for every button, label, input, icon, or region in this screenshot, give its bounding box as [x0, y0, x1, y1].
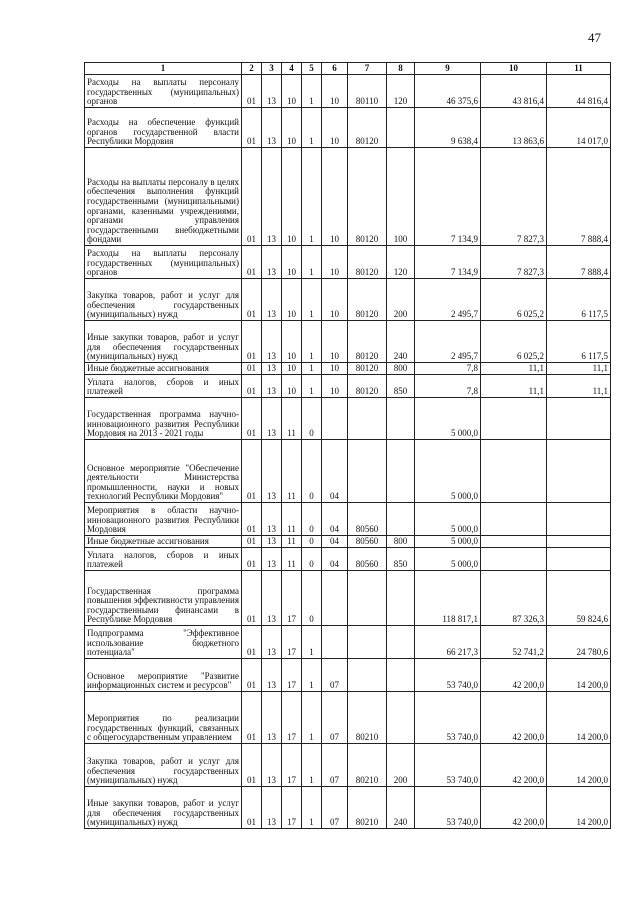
subprogram-code-cell: 1 [302, 321, 322, 363]
section-code-cell: 01 [242, 536, 262, 548]
direction-code-cell [348, 659, 387, 692]
amount-year2-cell: 7 827,3 [481, 148, 547, 246]
activity-code-cell: 10 [322, 148, 348, 246]
direction-code-cell: 80120 [348, 363, 387, 375]
subprogram-code-cell: 0 [302, 398, 322, 440]
table-row [85, 548, 611, 571]
program-code-cell: 17 [282, 626, 302, 659]
subsection-code-cell: 13 [262, 503, 282, 536]
row-name-cell: Закупка товаров, работ и услуг для обеспечения государственных (муниципальных) нужд [85, 744, 242, 787]
expense-type-cell: 200 [387, 744, 415, 787]
table-row [85, 440, 611, 503]
direction-code-cell: 80210 [348, 692, 387, 744]
amount-year2-cell: 87 326,3 [481, 571, 547, 626]
table-row [85, 246, 611, 279]
program-code-cell: 17 [282, 744, 302, 787]
table-row [85, 536, 611, 548]
amount-year3-cell: 14 017,0 [547, 108, 611, 148]
subsection-code-cell: 13 [262, 440, 282, 503]
amount-year1-cell: 5 000,0 [415, 503, 481, 536]
expense-type-cell: 240 [387, 321, 415, 363]
section-code-cell: 01 [242, 398, 262, 440]
activity-code-cell: 04 [322, 536, 348, 548]
row-name-cell: Подпрограмма "Эффективное использование бюджетного потенциала" [85, 626, 242, 659]
column-header: 11 [547, 63, 611, 75]
row-name-cell: Мероприятия в области научно-инновационного развития Республики Мордовия [85, 503, 242, 536]
table-row [85, 398, 611, 440]
section-code-cell: 01 [242, 108, 262, 148]
activity-code-cell: 10 [322, 108, 348, 148]
column-header: 1 [85, 63, 242, 75]
amount-year3-cell: 11,1 [547, 375, 611, 398]
expense-type-cell: 850 [387, 375, 415, 398]
row-name-cell: Иные бюджетные ассигнования [85, 363, 242, 375]
amount-year2-cell [481, 536, 547, 548]
amount-year1-cell: 7 134,9 [415, 246, 481, 279]
amount-year1-cell: 2 495,7 [415, 321, 481, 363]
subsection-code-cell: 13 [262, 246, 282, 279]
subprogram-code-cell: 0 [302, 503, 322, 536]
program-code-cell: 10 [282, 375, 302, 398]
amount-year2-cell: 52 741,2 [481, 626, 547, 659]
subprogram-code-cell: 1 [302, 148, 322, 246]
amount-year1-cell: 5 000,0 [415, 440, 481, 503]
amount-year1-cell: 5 000,0 [415, 548, 481, 571]
activity-code-cell: 10 [322, 279, 348, 321]
table-row [85, 659, 611, 692]
subprogram-code-cell: 0 [302, 548, 322, 571]
section-code-cell: 01 [242, 321, 262, 363]
subsection-code-cell: 13 [262, 375, 282, 398]
amount-year2-cell: 11,1 [481, 375, 547, 398]
row-name-cell: Мероприятия по реализации государственных функций, связанных с общегосударственным управлением [85, 692, 242, 744]
expense-type-cell [387, 659, 415, 692]
direction-code-cell: 80120 [348, 279, 387, 321]
amount-year3-cell: 59 824,6 [547, 571, 611, 626]
amount-year2-cell: 7 827,3 [481, 246, 547, 279]
activity-code-cell: 10 [322, 375, 348, 398]
section-code-cell: 01 [242, 148, 262, 246]
direction-code-cell [348, 626, 387, 659]
activity-code-cell: 07 [322, 787, 348, 829]
row-name-cell: Расходы на выплаты персоналу в целях обеспечения выполнения функций государственными (муниципальными) органами, казенными учреждениями, органами управления государственными внебюджетными фондами [85, 148, 242, 246]
row-name-cell: Государственная программа научно-инновационного развития Республики Мордовия на 2013 - 2021 годы [85, 398, 242, 440]
amount-year1-cell: 7,8 [415, 363, 481, 375]
amount-year2-cell: 42 200,0 [481, 787, 547, 829]
column-header: 3 [262, 63, 282, 75]
table-row [85, 787, 611, 829]
amount-year2-cell: 42 200,0 [481, 744, 547, 787]
row-name-cell: Расходы на выплаты персоналу государственных (муниципальных) органов [85, 75, 242, 108]
subprogram-code-cell: 1 [302, 626, 322, 659]
activity-code-cell [322, 626, 348, 659]
table-row [85, 744, 611, 787]
expense-type-cell: 800 [387, 536, 415, 548]
subsection-code-cell: 13 [262, 659, 282, 692]
subprogram-code-cell: 0 [302, 571, 322, 626]
program-code-cell: 17 [282, 659, 302, 692]
amount-year3-cell [547, 440, 611, 503]
direction-code-cell: 80110 [348, 75, 387, 108]
amount-year3-cell: 14 200,0 [547, 744, 611, 787]
direction-code-cell [348, 398, 387, 440]
table-row [85, 108, 611, 148]
subprogram-code-cell: 1 [302, 659, 322, 692]
direction-code-cell: 80560 [348, 536, 387, 548]
row-name-cell: Иные закупки товаров, работ и услуг для обеспечения государственных (муниципальных) нужд [85, 321, 242, 363]
column-header: 2 [242, 63, 262, 75]
direction-code-cell: 80120 [348, 321, 387, 363]
amount-year2-cell: 13 863,6 [481, 108, 547, 148]
amount-year1-cell: 5 000,0 [415, 398, 481, 440]
activity-code-cell: 04 [322, 548, 348, 571]
subsection-code-cell: 13 [262, 148, 282, 246]
activity-code-cell: 10 [322, 321, 348, 363]
subsection-code-cell: 13 [262, 571, 282, 626]
direction-code-cell [348, 571, 387, 626]
amount-year1-cell: 66 217,3 [415, 626, 481, 659]
section-code-cell: 01 [242, 787, 262, 829]
amount-year2-cell: 6 025,2 [481, 321, 547, 363]
expense-type-cell [387, 503, 415, 536]
subsection-code-cell: 13 [262, 744, 282, 787]
program-code-cell: 11 [282, 440, 302, 503]
section-code-cell: 01 [242, 440, 262, 503]
activity-code-cell: 07 [322, 692, 348, 744]
amount-year1-cell: 7 134,9 [415, 148, 481, 246]
amount-year3-cell: 7 888,4 [547, 148, 611, 246]
column-header: 10 [481, 63, 547, 75]
table-row [85, 75, 611, 108]
amount-year1-cell: 53 740,0 [415, 659, 481, 692]
amount-year3-cell: 7 888,4 [547, 246, 611, 279]
direction-code-cell: 80560 [348, 503, 387, 536]
amount-year3-cell: 14 200,0 [547, 692, 611, 744]
amount-year2-cell: 43 816,4 [481, 75, 547, 108]
row-name-cell: Основное мероприятие "Развитие информационных систем и ресурсов" [85, 659, 242, 692]
amount-year3-cell [547, 536, 611, 548]
amount-year1-cell: 2 495,7 [415, 279, 481, 321]
section-code-cell: 01 [242, 548, 262, 571]
amount-year3-cell [547, 398, 611, 440]
subprogram-code-cell: 1 [302, 363, 322, 375]
row-name-cell: Расходы на выплаты персоналу государственных (муниципальных) органов [85, 246, 242, 279]
amount-year2-cell [481, 548, 547, 571]
expense-type-cell: 240 [387, 787, 415, 829]
subprogram-code-cell: 1 [302, 108, 322, 148]
table-body [85, 75, 611, 829]
amount-year3-cell: 14 200,0 [547, 659, 611, 692]
table-row [85, 279, 611, 321]
amount-year2-cell [481, 503, 547, 536]
program-code-cell: 17 [282, 692, 302, 744]
row-name-cell: Иные закупки товаров, работ и услуг для обеспечения государственных (муниципальных) нужд [85, 787, 242, 829]
expense-type-cell [387, 692, 415, 744]
expense-type-cell: 850 [387, 548, 415, 571]
row-name-cell: Расходы на обеспечение функций органов государственной власти Республики Мордовия [85, 108, 242, 148]
amount-year3-cell: 11,1 [547, 363, 611, 375]
direction-code-cell: 80120 [348, 148, 387, 246]
row-name-cell: Уплата налогов, сборов и иных платежей [85, 548, 242, 571]
activity-code-cell: 10 [322, 75, 348, 108]
amount-year1-cell: 118 817,1 [415, 571, 481, 626]
program-code-cell: 11 [282, 536, 302, 548]
header-row [85, 63, 611, 75]
table-row [85, 692, 611, 744]
expense-type-cell: 120 [387, 75, 415, 108]
program-code-cell: 17 [282, 787, 302, 829]
section-code-cell: 01 [242, 659, 262, 692]
section-code-cell: 01 [242, 375, 262, 398]
expense-type-cell [387, 108, 415, 148]
table-row [85, 321, 611, 363]
amount-year3-cell: 14 200,0 [547, 787, 611, 829]
direction-code-cell: 80120 [348, 108, 387, 148]
activity-code-cell: 04 [322, 503, 348, 536]
table-row [85, 148, 611, 246]
program-code-cell: 10 [282, 75, 302, 108]
subsection-code-cell: 13 [262, 626, 282, 659]
subsection-code-cell: 13 [262, 398, 282, 440]
row-name-cell: Закупка товаров, работ и услуг для обеспечения государственных (муниципальных) нужд [85, 279, 242, 321]
activity-code-cell [322, 571, 348, 626]
row-name-cell: Основное мероприятие "Обеспечение деятельности Министерства промышленности, науки и новых технологий Республики Мордовия" [85, 440, 242, 503]
expense-type-cell [387, 626, 415, 659]
expense-type-cell [387, 571, 415, 626]
program-code-cell: 11 [282, 398, 302, 440]
subsection-code-cell: 13 [262, 108, 282, 148]
amount-year2-cell: 6 025,2 [481, 279, 547, 321]
column-header: 8 [387, 63, 415, 75]
amount-year3-cell: 44 816,4 [547, 75, 611, 108]
page-number: 47 [588, 30, 601, 45]
row-name-cell: Уплата налогов, сборов и иных платежей [85, 375, 242, 398]
subprogram-code-cell: 1 [302, 279, 322, 321]
subsection-code-cell: 13 [262, 536, 282, 548]
program-code-cell: 10 [282, 279, 302, 321]
expense-type-cell [387, 440, 415, 503]
activity-code-cell: 04 [322, 440, 348, 503]
section-code-cell: 01 [242, 246, 262, 279]
expense-type-cell: 100 [387, 148, 415, 246]
section-code-cell: 01 [242, 692, 262, 744]
subprogram-code-cell: 0 [302, 440, 322, 503]
amount-year2-cell: 11,1 [481, 363, 547, 375]
amount-year2-cell [481, 398, 547, 440]
activity-code-cell: 10 [322, 246, 348, 279]
subprogram-code-cell: 1 [302, 375, 322, 398]
subprogram-code-cell: 1 [302, 692, 322, 744]
direction-code-cell: 80120 [348, 375, 387, 398]
section-code-cell: 01 [242, 744, 262, 787]
column-header: 4 [282, 63, 302, 75]
table-row [85, 375, 611, 398]
direction-code-cell: 80560 [348, 548, 387, 571]
program-code-cell: 17 [282, 571, 302, 626]
section-code-cell: 01 [242, 279, 262, 321]
subsection-code-cell: 13 [262, 279, 282, 321]
subsection-code-cell: 13 [262, 548, 282, 571]
expense-type-cell: 800 [387, 363, 415, 375]
expense-type-cell: 200 [387, 279, 415, 321]
amount-year1-cell: 7,8 [415, 375, 481, 398]
section-code-cell: 01 [242, 571, 262, 626]
section-code-cell: 01 [242, 75, 262, 108]
amount-year3-cell: 24 780,6 [547, 626, 611, 659]
direction-code-cell: 80210 [348, 787, 387, 829]
amount-year3-cell: 6 117,5 [547, 279, 611, 321]
amount-year1-cell: 9 638,4 [415, 108, 481, 148]
table-row [85, 503, 611, 536]
subprogram-code-cell: 0 [302, 536, 322, 548]
amount-year1-cell: 46 375,6 [415, 75, 481, 108]
expense-type-cell [387, 398, 415, 440]
subsection-code-cell: 13 [262, 787, 282, 829]
subsection-code-cell: 13 [262, 692, 282, 744]
program-code-cell: 10 [282, 246, 302, 279]
program-code-cell: 10 [282, 148, 302, 246]
column-header: 6 [322, 63, 348, 75]
section-code-cell: 01 [242, 363, 262, 375]
amount-year3-cell [547, 548, 611, 571]
budget-table [84, 62, 611, 829]
direction-code-cell [348, 440, 387, 503]
amount-year1-cell: 53 740,0 [415, 692, 481, 744]
program-code-cell: 10 [282, 108, 302, 148]
amount-year1-cell: 53 740,0 [415, 744, 481, 787]
program-code-cell: 10 [282, 321, 302, 363]
activity-code-cell: 07 [322, 744, 348, 787]
activity-code-cell [322, 398, 348, 440]
amount-year1-cell: 53 740,0 [415, 787, 481, 829]
subsection-code-cell: 13 [262, 321, 282, 363]
row-name-cell: Государственная программа повышения эффективности управления государственными финансами в Республике Мордовия [85, 571, 242, 626]
subprogram-code-cell: 1 [302, 246, 322, 279]
subsection-code-cell: 13 [262, 75, 282, 108]
table-row [85, 626, 611, 659]
program-code-cell: 10 [282, 363, 302, 375]
subsection-code-cell: 13 [262, 363, 282, 375]
amount-year2-cell: 42 200,0 [481, 659, 547, 692]
column-header: 7 [348, 63, 387, 75]
amount-year1-cell: 5 000,0 [415, 536, 481, 548]
direction-code-cell: 80210 [348, 744, 387, 787]
section-code-cell: 01 [242, 626, 262, 659]
row-name-cell: Иные бюджетные ассигнования [85, 536, 242, 548]
table-row [85, 363, 611, 375]
section-code-cell: 01 [242, 503, 262, 536]
expense-type-cell: 120 [387, 246, 415, 279]
amount-year2-cell: 42 200,0 [481, 692, 547, 744]
column-header: 5 [302, 63, 322, 75]
amount-year3-cell [547, 503, 611, 536]
amount-year2-cell [481, 440, 547, 503]
program-code-cell: 11 [282, 503, 302, 536]
subprogram-code-cell: 1 [302, 787, 322, 829]
table-row [85, 571, 611, 626]
column-header: 9 [415, 63, 481, 75]
direction-code-cell: 80120 [348, 246, 387, 279]
subprogram-code-cell: 1 [302, 75, 322, 108]
activity-code-cell: 07 [322, 659, 348, 692]
program-code-cell: 11 [282, 548, 302, 571]
amount-year3-cell: 6 117,5 [547, 321, 611, 363]
subprogram-code-cell: 1 [302, 744, 322, 787]
activity-code-cell: 10 [322, 363, 348, 375]
